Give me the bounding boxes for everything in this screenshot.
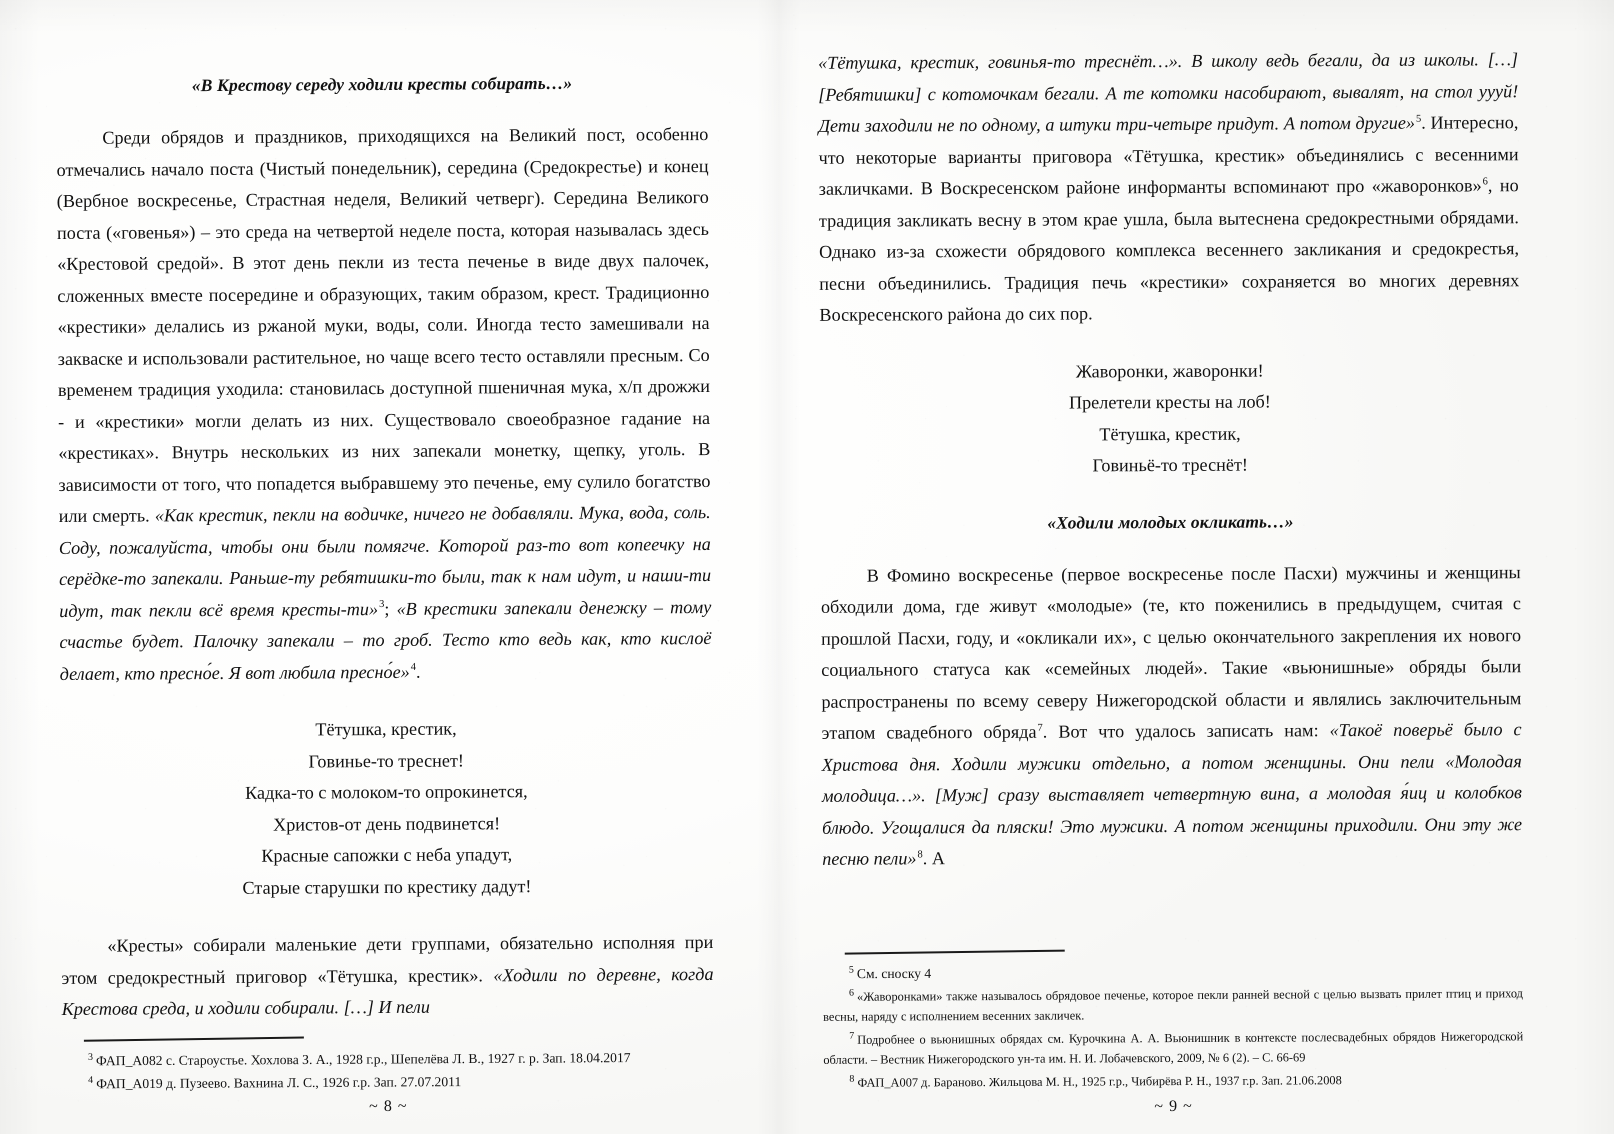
right-page-number: ~ 9 ~ xyxy=(1154,1097,1193,1116)
footnote-7 xyxy=(823,1023,1523,1070)
left-paragraph-2-plain: «Кресты» собирали маленькие дети группами, обязательно исполняя при этом средокрестный приговор «Тётушка, крестик». xyxy=(61,931,714,988)
right-footnote-zone xyxy=(823,948,1524,1118)
right-footnote-ref-7: 7 xyxy=(1037,722,1043,734)
verse-line: Говиньё-то треснёт! xyxy=(1092,454,1248,476)
verse-line: Прелетели кресты на лоб! xyxy=(1068,391,1271,413)
book-page-right xyxy=(760,0,1614,1134)
footnote-separator-rule xyxy=(845,950,1065,955)
right-paragraph-1 xyxy=(818,44,1519,331)
footnote-4 xyxy=(62,1067,714,1094)
right-paragraph-2-end: . А xyxy=(922,848,946,869)
footnote-5-text: См. сноску 4 xyxy=(856,965,932,982)
verse-line: Христов-от день подвинется! xyxy=(272,812,501,835)
verse-line: Говинье-то треснет! xyxy=(308,750,465,771)
verse-line: Тётушка, крестик, xyxy=(1099,423,1241,444)
right-footnote-ref-8: 8 xyxy=(917,849,923,861)
footnote-4-text: ФАП_А019 д. Пузеево. Вахнина Л. С., 1926 г.р. Зап. 27.07.2011 xyxy=(96,1074,462,1092)
footnote-7-text: Подробнее о вьюнишных обрядах см. Курочкина А. А. Вьюнишник в контексте послесвадебных обрядов Нижегородской области. – Вестник Нижегородского ун-та им. Н. И. Лобачевского, 2009, № 6 (2). – С. 66-69 xyxy=(823,1029,1524,1067)
right-paragraph-2-mid: . Вот что удалось записать нам: xyxy=(1042,720,1330,742)
left-footnote-ref-3: 3 xyxy=(379,599,385,611)
left-page-number: ~ 8 ~ xyxy=(369,1097,408,1116)
verse-line: Старые старушки по крестику дадут! xyxy=(242,875,532,898)
footnote-6 xyxy=(823,980,1523,1027)
footnote-3-text: ФАП_А082 с. Староустье. Хохлова З. А., 1928 г.р., Шепелёва Л. В., 1927 г. р. Зап. 18.04.2017 xyxy=(95,1049,631,1069)
right-paragraph-1-rest: . Интересно, что некоторые варианты приговора «Тётушка, крестик» объединялись с весенними закличками. В Воскресенском районе информанты вспоминают про «жаворонков» xyxy=(818,112,1519,199)
right-footnote-ref-6: 6 xyxy=(1482,176,1488,188)
verse-line: Жаворонки, жаворонки! xyxy=(1075,360,1264,381)
left-footnote-zone xyxy=(62,1035,714,1118)
right-paragraph-2 xyxy=(821,557,1523,876)
footnote-6-marker: 6 xyxy=(848,987,854,999)
right-verse-block xyxy=(820,354,1521,484)
right-paragraph-1-tail: , но традиция закликать весну в этом крае ушла, была вытеснена средокрестными обрядами. Однако из-за схожести обрядового комплекса весеннего закликания и средокрестья, песни объединились. Традиция печь «крестики» сохраняется во многих деревнях Воскресенского района до сих пор. xyxy=(818,175,1520,325)
footnote-8-marker: 8 xyxy=(849,1074,855,1086)
footnote-6-text: «Жаворонками» также называлось обрядовое печенье, которое пекли ранней весной с целью вызвать прилет птиц и приход весны, наряду с исполнением весенних закличек. xyxy=(823,986,1524,1024)
right-section-title: «Ходили молодых окликать…» xyxy=(1047,510,1294,533)
left-paragraph-1-end: . xyxy=(415,661,421,682)
right-paragraph-2-start: В Фомино воскресенье (первое воскресенье после Пасхи) мужчины и женщины обходили дома, где живут «молодые» (те, кто поженились в предыдущем, считая с прошлой Пасхи, году, и «окликали их», с целью окончательного закрепления их нового социального статуса как «семейных людей». Такие «вьюнишные» обряды были распространены по всему северу Нижегородской области и являлись заключительным этапом свадебного обряда xyxy=(820,561,1522,743)
footnote-3-marker: 3 xyxy=(87,1051,94,1063)
left-section-title: «В Крестову середу ходили кресты собирать…» xyxy=(191,72,573,96)
footnote-4-marker: 4 xyxy=(88,1074,94,1086)
left-paragraph-1-plain: Среди обрядов и праздников, приходящихся на Великий пост, особенно отмечались начало поста (Чистый понедельник), середина (Средокрестье) и конец (Вербное воскресенье, Страстная неделя, Великий четверг). Середина Великого поста («говенья») – это среда на четвертой неделе поста, которая называлась здесь «Крестовой средой». В этот день пекли из теста печенье в виде двух палочек, сложенных вместе посередине и образующих, таким образом, крест. Традиционно «крестики» делались из ржаной муки, воды, соли. Иногда тесто замешивали на закваске и использовали растительное, но чаще всего тесто оставляли пресным. Со временем традиция уходила: становилась доступной пшеничная мука, х/п дрожжи - и «крестики» могли делать из них. Существовало своеобразное гадание на «крестиках». Внутрь нескольких из них запекали монетку, щепку, уголь. В зависимости от того, что попадется выбравшему это печенье, ему сулило богатство или смерть. xyxy=(56,124,711,526)
left-verse-block xyxy=(60,712,713,905)
footnote-3 xyxy=(62,1044,714,1071)
verse-line: Тётушка, крестик, xyxy=(315,718,457,740)
book-page-left xyxy=(0,0,760,1134)
left-paragraph-1 xyxy=(56,119,711,690)
footnote-8 xyxy=(823,1067,1523,1094)
right-paragraph-2-quote: «Такоё поверьё было с Христова дня. Ходили мужики отдельно, а потом женщины. Они пели «Молодая молодица…». [Муж] сразу выставляет четвертную вина, а молодая я́иц и колобков блюдо. Угощалися да пляски! Это мужики. А потом женщины приходили. Они эту же песню пели» xyxy=(821,719,1523,869)
verse-line: Красные сапожки с неба упадут, xyxy=(261,844,513,866)
left-paragraph-1-mid: ; xyxy=(384,598,397,619)
footnote-5-marker: 5 xyxy=(848,964,854,976)
right-quote-start: «Тётушка, крестик, говинья-то треснёт…». В школу ведь бегали, да из школы. […] [Ребятишки] с котомочкам бегали. А те котомки насобирают, вывалят, на стол уууй! Дети заходили не по одному, а штуки три-четыре придут. А потом другие» xyxy=(818,49,1519,136)
left-footnote-ref-4: 4 xyxy=(410,662,416,674)
footnote-8-text: ФАП_А007 д. Бараново. Жильцова М. Н., 1925 г.р., Чибирёва Р. Н., 1937 г.р. Зап. 21.06.2008 xyxy=(857,1073,1342,1091)
left-quote-b: «В крестики запекали денежку – тому счастье будет. Палочку запекали – то гроб. Тесто кто ведь как, кто кислоё делает, кто пресно́е. Я вот любила пресно́е» xyxy=(59,596,712,684)
left-paragraph-2-quote: «Ходили по деревне, когда Крестова среда, и ходили собирали. […] И пели xyxy=(61,963,714,1019)
footnote-separator-rule xyxy=(84,1036,304,1041)
left-quote-a: «Как крестик, пекли на водичке, ничего не добавляли. Мука, вода, соль. Соду, пожалуйста, чтобы они были помягче. Которой раз-то вот копеечку на серёдке-то запекали. Раньше-ту ребятишки-то были, так к нам идут, и наши-ти идут, так пекли всё время кресты-ти» xyxy=(58,502,712,621)
right-footnote-ref-5: 5 xyxy=(1415,113,1422,125)
footnote-7-marker: 7 xyxy=(849,1030,855,1042)
left-paragraph-2 xyxy=(61,927,714,1025)
verse-line: Кадка-то с молоком-то опрокинется, xyxy=(245,781,528,803)
